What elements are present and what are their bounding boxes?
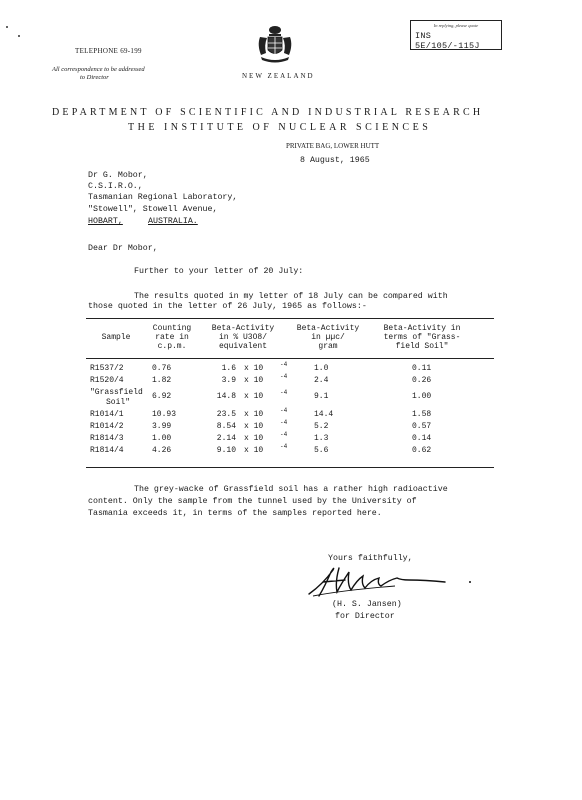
cell-beta-coefficient: 9.10 xyxy=(216,446,236,455)
cell-exponent: -4 xyxy=(280,431,288,438)
cell-counting-rate: 1.82 xyxy=(152,376,172,385)
cell-times-ten: x 10 xyxy=(244,376,264,385)
paragraph-3-line-3: Tasmania exceeds it, in terms of the samples reported here. xyxy=(88,509,382,518)
cell-counting-rate: 0.76 xyxy=(152,364,172,373)
cell-times-ten: x 10 xyxy=(244,446,264,455)
cell-counting-rate: 3.99 xyxy=(152,422,172,431)
cell-beta-per-gram: 2.4 xyxy=(314,376,329,385)
coat-of-arms-icon xyxy=(255,25,295,65)
recipient-street: "Stowell", Stowell Avenue, xyxy=(88,205,218,214)
reference-box xyxy=(410,20,502,50)
cell-exponent: -4 xyxy=(280,407,288,414)
cell-beta-per-gram: 9.1 xyxy=(314,392,329,401)
salutation: Dear Dr Mobor, xyxy=(88,244,158,253)
correspondence-line-2: to Director xyxy=(80,74,109,81)
valediction: Yours faithfully, xyxy=(328,554,413,563)
cell-sample: R1537/2 xyxy=(90,364,124,373)
department-name: DEPARTMENT OF SCIENTIFIC AND INDUSTRIAL RESEARCH xyxy=(52,107,484,118)
telephone-line: TELEPHONE 69-199 xyxy=(75,47,142,55)
results-table xyxy=(86,318,494,468)
cell-beta-terms: 1.58 xyxy=(412,410,432,419)
cell-beta-coefficient: 1.6 xyxy=(221,364,236,373)
cell-times-ten: x 10 xyxy=(244,410,264,419)
header-counting-rate: Counting rate in c.p.m. xyxy=(152,324,192,351)
correspondence-line-1: All correspondence to be addressed xyxy=(52,66,145,73)
cell-exponent: -4 xyxy=(280,443,288,450)
cell-counting-rate: 6.92 xyxy=(152,392,172,401)
cell-times-ten: x 10 xyxy=(244,434,264,443)
country-line: NEW ZEALAND xyxy=(242,72,315,80)
cell-sample: R1520/4 xyxy=(90,376,124,385)
cell-beta-per-gram: 5.6 xyxy=(314,446,329,455)
cell-counting-rate: 4.26 xyxy=(152,446,172,455)
letter-date: 8 August, 1965 xyxy=(300,156,370,165)
paragraph-2-line-1: The results quoted in my letter of 18 July can be compared with xyxy=(134,292,448,301)
table-top-rule xyxy=(86,318,494,319)
paragraph-1: Further to your letter of 20 July: xyxy=(134,267,304,276)
cell-exponent: -4 xyxy=(280,419,288,426)
cell-beta-terms: 0.62 xyxy=(412,446,432,455)
signature-icon xyxy=(305,562,480,600)
cell-times-ten: x 10 xyxy=(244,364,264,373)
cell-counting-rate: 1.00 xyxy=(152,434,172,443)
cell-sample: R1014/2 xyxy=(90,422,124,431)
cell-counting-rate: 10.93 xyxy=(152,410,177,419)
recipient-lab: Tasmanian Regional Laboratory, xyxy=(88,193,238,202)
paragraph-2-line-2: those quoted in the letter of 26 July, 1965 as follows:- xyxy=(88,302,367,311)
cell-beta-per-gram: 14.4 xyxy=(314,410,334,419)
reference-box-caption: In replying, please quote xyxy=(433,23,479,28)
institute-name: THE INSTITUTE OF NUCLEAR SCIENCES xyxy=(128,122,432,133)
recipient-name: Dr G. Mobor, xyxy=(88,171,148,180)
cell-exponent: -4 xyxy=(280,373,288,380)
table-bottom-rule xyxy=(86,467,494,468)
cell-beta-per-gram: 5.2 xyxy=(314,422,329,431)
cell-sample: R1814/4 xyxy=(90,446,124,455)
reference-number: INS 5E/105/-115J xyxy=(415,31,480,51)
cell-beta-coefficient: 2.14 xyxy=(216,434,236,443)
cell-sample-continued: Soil" xyxy=(106,398,131,407)
cell-times-ten: x 10 xyxy=(244,422,264,431)
paragraph-3-line-2: content. Only the sample from the tunnel used by the University of xyxy=(88,497,417,506)
cell-exponent: -4 xyxy=(280,389,288,396)
cell-beta-terms: 0.57 xyxy=(412,422,432,431)
header-beta-equivalent: Beta-Activity in % U3O8/ equivalent xyxy=(211,324,275,351)
header-beta-per-gram: Beta-Activity in µµc/ gram xyxy=(296,324,360,351)
signatory-name: (H. S. Jansen) xyxy=(332,600,402,609)
cell-exponent: -4 xyxy=(280,361,288,368)
cell-beta-per-gram: 1.0 xyxy=(314,364,329,373)
recipient-org: C.S.I.R.O., xyxy=(88,182,143,191)
cell-beta-terms: 0.26 xyxy=(412,376,432,385)
cell-beta-per-gram: 1.3 xyxy=(314,434,329,443)
cell-times-ten: x 10 xyxy=(244,392,264,401)
recipient-country: AUSTRALIA. xyxy=(148,217,198,226)
address-line: PRIVATE BAG, LOWER HUTT xyxy=(286,142,380,150)
cell-sample: R1014/1 xyxy=(90,410,124,419)
cell-beta-terms: 0.14 xyxy=(412,434,432,443)
cell-beta-coefficient: 23.5 xyxy=(216,410,236,419)
header-sample: Sample xyxy=(101,333,131,342)
signatory-title: for Director xyxy=(335,612,395,621)
stray-mark xyxy=(6,26,8,28)
table-header-rule xyxy=(86,358,494,359)
cell-beta-coefficient: 14.8 xyxy=(216,392,236,401)
cell-beta-terms: 0.11 xyxy=(412,364,432,373)
cell-beta-coefficient: 8.54 xyxy=(216,422,236,431)
stray-mark xyxy=(18,35,20,37)
cell-beta-terms: 1.00 xyxy=(412,392,432,401)
paragraph-3-line-1: The grey-wacke of Grassfield soil has a rather high radioactive xyxy=(134,485,448,494)
recipient-city: HOBART, xyxy=(88,217,123,226)
header-beta-terms: Beta-Activity in terms of "Grass- field Soil" xyxy=(383,324,461,351)
cell-beta-coefficient: 3.9 xyxy=(221,376,236,385)
cell-sample: R1814/3 xyxy=(90,434,124,443)
cell-sample: "Grassfield xyxy=(90,388,143,397)
